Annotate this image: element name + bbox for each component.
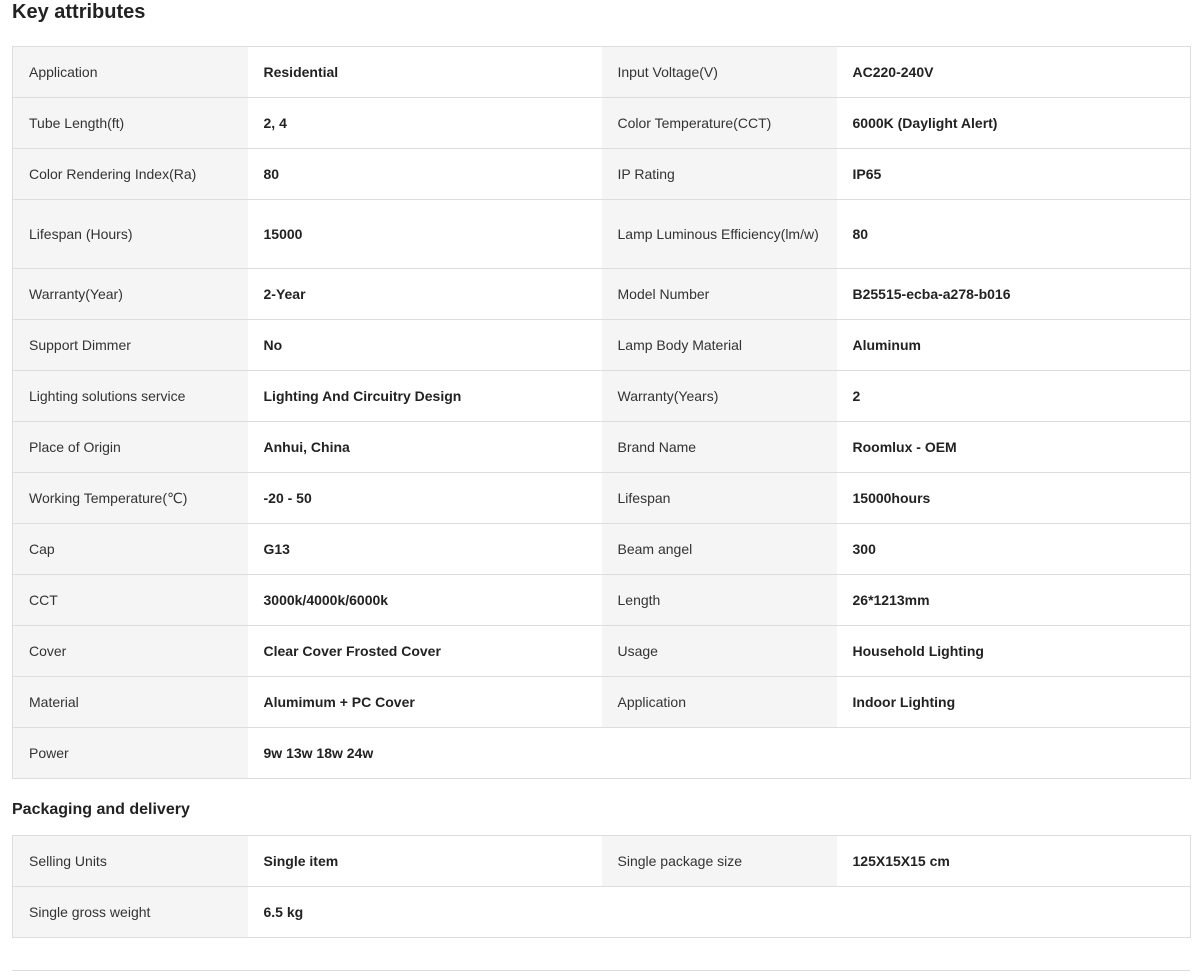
attribute-row [13,149,1191,200]
attribute-value: 15000hours [837,473,1191,524]
attribute-value: Anhui, China [248,422,602,473]
attribute-value: Residential [248,47,602,98]
attribute-value: 125X15X15 cm [837,836,1191,887]
packaging-delivery-table [12,835,1191,938]
attribute-value: 2, 4 [248,98,602,149]
attribute-label: Application [13,47,248,98]
attribute-row [13,269,1191,320]
attribute-label: Usage [602,626,837,677]
attribute-row [13,677,1191,728]
attribute-row [13,728,1191,779]
attribute-value: Single item [248,836,602,887]
attribute-value: Aluminum [837,320,1191,371]
attribute-value: 2 [837,371,1191,422]
attribute-label: Color Rendering Index(Ra) [13,149,248,200]
attribute-value: AC220-240V [837,47,1191,98]
attribute-label: Place of Origin [13,422,248,473]
attribute-row [13,320,1191,371]
attribute-row [13,626,1191,677]
attribute-value: Clear Cover Frosted Cover [248,626,602,677]
attribute-label: Lighting solutions service [13,371,248,422]
attribute-value: 80 [837,200,1191,269]
attribute-row [13,200,1191,269]
attribute-value: Lighting And Circuitry Design [248,371,602,422]
attribute-row [13,836,1191,887]
attribute-value: G13 [248,524,602,575]
attribute-row [13,422,1191,473]
attribute-value: 300 [837,524,1191,575]
attribute-row [13,473,1191,524]
attribute-label: Warranty(Year) [13,269,248,320]
attribute-label: Support Dimmer [13,320,248,371]
attribute-label: IP Rating [602,149,837,200]
attribute-row [13,575,1191,626]
attribute-value: 6000K (Daylight Alert) [837,98,1191,149]
attribute-value: 3000k/4000k/6000k [248,575,602,626]
attribute-value: Alumimum + PC Cover [248,677,602,728]
attribute-value: 15000 [248,200,602,269]
attribute-label: CCT [13,575,248,626]
attribute-value: -20 - 50 [248,473,602,524]
attribute-value: IP65 [837,149,1191,200]
attribute-row [13,371,1191,422]
attribute-row [13,887,1191,938]
attribute-label: Length [602,575,837,626]
attribute-value: Indoor Lighting [837,677,1191,728]
attribute-label: Lifespan [602,473,837,524]
attribute-label: Tube Length(ft) [13,98,248,149]
attribute-value: 2-Year [248,269,602,320]
attribute-label: Lamp Body Material [602,320,837,371]
attribute-label: Application [602,677,837,728]
attribute-label: Warranty(Years) [602,371,837,422]
attribute-label: Input Voltage(V) [602,47,837,98]
attribute-label: Single gross weight [13,887,248,938]
attribute-value: Roomlux - OEM [837,422,1191,473]
attribute-row [13,524,1191,575]
attribute-label: Color Temperature(CCT) [602,98,837,149]
attribute-row [13,47,1191,98]
attribute-value: 6.5 kg [248,887,602,938]
attribute-value: B25515-ecba-a278-b016 [837,269,1191,320]
attribute-label: Lifespan (Hours) [13,200,248,269]
attribute-value: Household Lighting [837,626,1191,677]
attribute-label: Cap [13,524,248,575]
section-divider [12,970,1190,971]
attribute-value: 80 [248,149,602,200]
attribute-label: Power [13,728,248,779]
attribute-value: 26*1213mm [837,575,1191,626]
packaging-delivery-title: Packaging and delivery [12,801,190,818]
attribute-label: Lamp Luminous Efficiency(lm/w) [602,200,837,269]
empty-cell [602,728,1191,779]
attribute-label: Selling Units [13,836,248,887]
attribute-label: Brand Name [602,422,837,473]
key-attributes-title: Key attributes [12,1,146,23]
attribute-label: Cover [13,626,248,677]
attribute-label: Working Temperature(℃) [13,473,248,524]
attribute-label: Single package size [602,836,837,887]
attribute-label: Model Number [602,269,837,320]
attribute-row [13,98,1191,149]
attribute-value: 9w 13w 18w 24w [248,728,602,779]
empty-cell [602,887,1191,938]
attribute-label: Material [13,677,248,728]
attribute-label: Beam angel [602,524,837,575]
attribute-value: No [248,320,602,371]
key-attributes-table [12,46,1191,779]
